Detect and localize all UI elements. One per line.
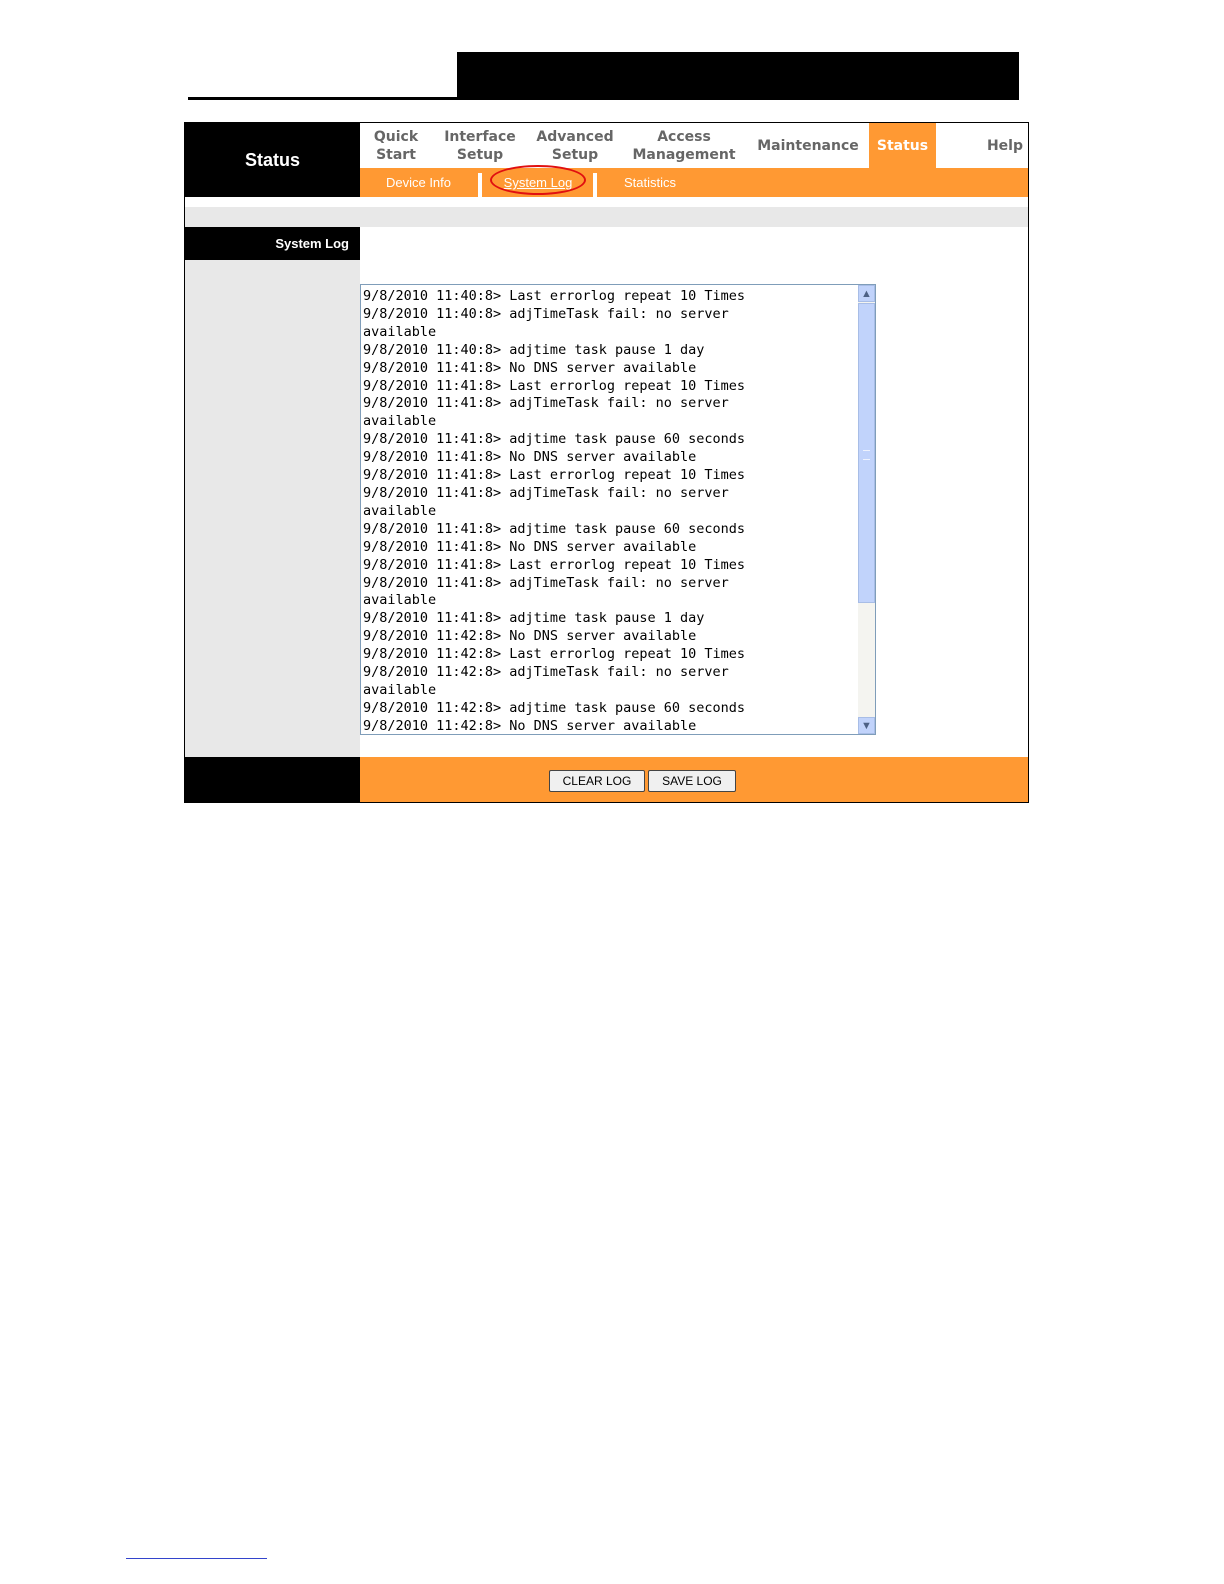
highlight-annotation <box>490 165 586 195</box>
clear-log-button[interactable]: CLEAR LOG <box>549 770 645 792</box>
nav-label-line2: Setup <box>456 146 504 163</box>
chevron-up-icon[interactable]: ▲ <box>858 285 875 302</box>
nav-maintenance[interactable] <box>748 123 868 168</box>
nav-label-line1: Advanced <box>536 128 614 145</box>
footer-link-underline <box>126 1558 267 1559</box>
nav-advanced-setup[interactable] <box>530 123 620 168</box>
scroll-thumb[interactable] <box>858 303 875 603</box>
subnav-label: System Log <box>503 175 573 190</box>
section-title: System Log <box>185 227 360 260</box>
log-scrollbar[interactable] <box>858 285 875 734</box>
footer-left <box>185 757 360 803</box>
subnav-label: Device Info <box>385 175 452 190</box>
nav-label-line1: Interface <box>444 128 516 145</box>
header-banner <box>457 52 1019 100</box>
nav-label-line1: Access <box>657 128 711 145</box>
nav-label-line1: Maintenance <box>757 137 859 154</box>
subnav-divider <box>478 173 482 197</box>
system-log-textarea[interactable] <box>360 284 876 735</box>
header-rule <box>188 97 458 100</box>
subnav-divider <box>593 173 597 197</box>
nav-label-line2: Management <box>632 146 736 163</box>
nav-label-line1: Quick <box>373 128 419 145</box>
nav-label-line1: Help <box>986 137 1023 154</box>
nav-label-line1: Status <box>876 137 929 154</box>
left-panel <box>185 227 360 757</box>
main-nav <box>360 123 1029 168</box>
spacer-band <box>185 207 1029 227</box>
footer-actions <box>360 757 1029 803</box>
nav-label-line2: Start <box>376 146 416 163</box>
router-admin-window <box>184 122 1029 803</box>
brand-title: Status <box>185 123 360 197</box>
nav-access-management[interactable] <box>628 123 740 168</box>
subnav-label: Statistics <box>623 175 676 190</box>
sub-nav <box>360 168 1029 197</box>
nav-label-line2: Setup <box>551 146 599 163</box>
nav-status[interactable] <box>869 123 936 168</box>
chevron-down-icon[interactable]: ▼ <box>858 717 875 734</box>
grip-icon <box>863 450 870 460</box>
subnav-device-info[interactable] <box>360 168 477 197</box>
log-content: 9/8/2010 11:40:8> Last errorlog repeat 10 Times 9/8/2010 11:40:8> adjTimeTask fail: no server available 9/8/2010 11:40:8> adjtime task pause 1 day 9/8/2010 11:41:8> No DNS server available 9/8/2010 11:41:8> Last errorlog repeat 10 Times 9/8/2010 11:41:8> adjTimeTask fail: no server available 9/8/2010 11:41:8> adjtime task pause 60 seconds 9/8/2010 11:41:8> No DNS server available 9/8/2010 11:41:8> Last errorlog repeat 10 Times 9/8/2010 11:41:8> adjTimeTask fail: no server available 9/8/2010 11:41:8> adjtime task pause 60 seconds 9/8/2010 11:41:8> No DNS server available 9/8/2010 11:41:8> Last errorlog repeat 10 Times 9/8/2010 11:41:8> adjTimeTask fail: no server available 9/8/2010 11:41:8> adjtime task pause 1 day 9/8/2010 11:42:8> No DNS server available 9/8/2010 11:42:8> Last errorlog repeat 10 Times 9/8/2010 11:42:8> adjTimeTask fail: no server available 9/8/2010 11:42:8> adjtime task pause 60 seconds 9/8/2010 11:42:8> No DNS server available <box>363 288 746 732</box>
nav-help[interactable] <box>970 123 1029 168</box>
save-log-button[interactable]: SAVE LOG <box>648 770 736 792</box>
subnav-statistics[interactable] <box>600 168 700 197</box>
nav-quick-start[interactable] <box>360 123 432 168</box>
nav-interface-setup[interactable] <box>440 123 520 168</box>
